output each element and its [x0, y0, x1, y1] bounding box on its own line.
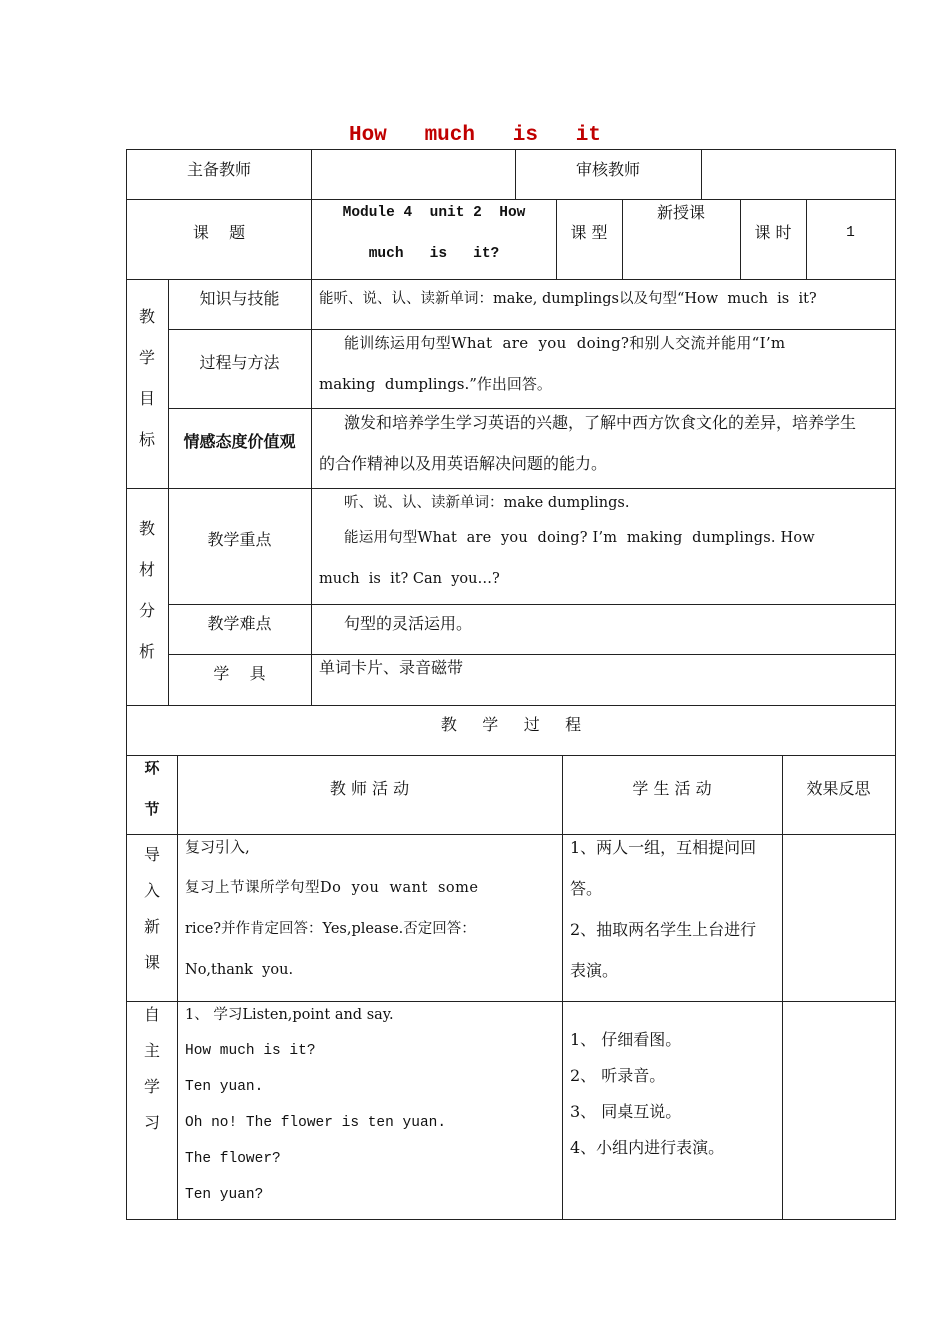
intro-student-activity: 1、两人一组，互相提问回 答。 2、抽取两名学生上台进行 表演。: [570, 838, 757, 980]
self-study-student-activity: 1、 仔细看图。 2、 听录音。 3、 同桌互说。 4、小组内进行表演。: [570, 1030, 725, 1157]
self-study-reflection: [783, 1002, 895, 1219]
reviewer-value: [702, 149, 895, 199]
lead-teacher-value: [312, 149, 515, 199]
topic-label: 课 题: [192, 223, 246, 242]
lead-teacher-label: 主备教师: [186, 160, 251, 179]
emotion-values-label: 情感态度价值观: [183, 432, 296, 451]
objectives-label: 教 学 目 标: [138, 307, 155, 449]
self-study-teacher-activity: 1、 学习Listen,point and say. How much is it? Ten yuan. Oh no! The flower is ten yuan. The flower? Ten yuan?: [185, 1007, 447, 1203]
document-title: How much is it: [348, 124, 602, 147]
teaching-tools-label: 学 具: [213, 664, 266, 683]
teaching-tools-text: 单词卡片、录音磁带: [319, 658, 464, 677]
knowledge-skills-label: 知识与技能: [199, 289, 280, 308]
intro-reflection: [783, 835, 895, 1001]
process-methods-text: 能训练运用句型What are you doing?和别人交流并能用“I’m making dumplings.”作出回答。: [319, 334, 786, 393]
topic-value: [312, 199, 556, 279]
process-heading: 教 学 过 程: [440, 715, 582, 734]
reviewer-label: 审核教师: [575, 160, 640, 179]
period-label: 课 时: [754, 223, 792, 242]
difficulty-text: 句型的灵活运用。: [344, 614, 473, 633]
analysis-label: 教 材 分 析: [138, 519, 155, 661]
reflection-header: 效果反思: [806, 779, 871, 798]
difficulty-label: 教学难点: [207, 614, 272, 633]
lesson-type-value: 新授课: [656, 203, 705, 222]
lesson-type-label: 课 型: [570, 223, 608, 242]
process-methods-label: 过程与方法: [199, 353, 280, 372]
student-activity-header: 学 生 活 动: [632, 779, 712, 798]
topic-line-1: Module 4 unit 2 How: [342, 205, 526, 221]
stage-intro: 导 入 新 课: [143, 845, 160, 972]
teacher-activity-header: 教 师 活 动: [329, 779, 410, 798]
stage-self-study: 自 主 学 习: [143, 1005, 160, 1132]
key-points-label: 教学重点: [207, 530, 272, 549]
period-value: 1: [846, 225, 855, 241]
knowledge-skills-text: 能听、说、认、读新单词：make, dumplings以及句型“How much is it?: [319, 291, 817, 307]
emotion-values-text: 激发和培养学生学习英语的兴趣，了解中西方饮食文化的差异，培养学生 的合作精神以及用英语解决问题的能力。: [319, 413, 857, 473]
topic-line-2: much is it?: [368, 246, 500, 262]
stage-column-header: 环 节: [144, 759, 160, 818]
key-points-text: 听、说、认、读新单词：make dumplings. 能运用句型What are you doing? I’m making dumplings. How much is it? Can you…?: [319, 495, 815, 587]
intro-teacher-activity: 复习引入, 复习上节课所学句型Do you want some rice?并作肯定回答：Yes,please.否定回答： No,thank you.: [185, 838, 479, 978]
